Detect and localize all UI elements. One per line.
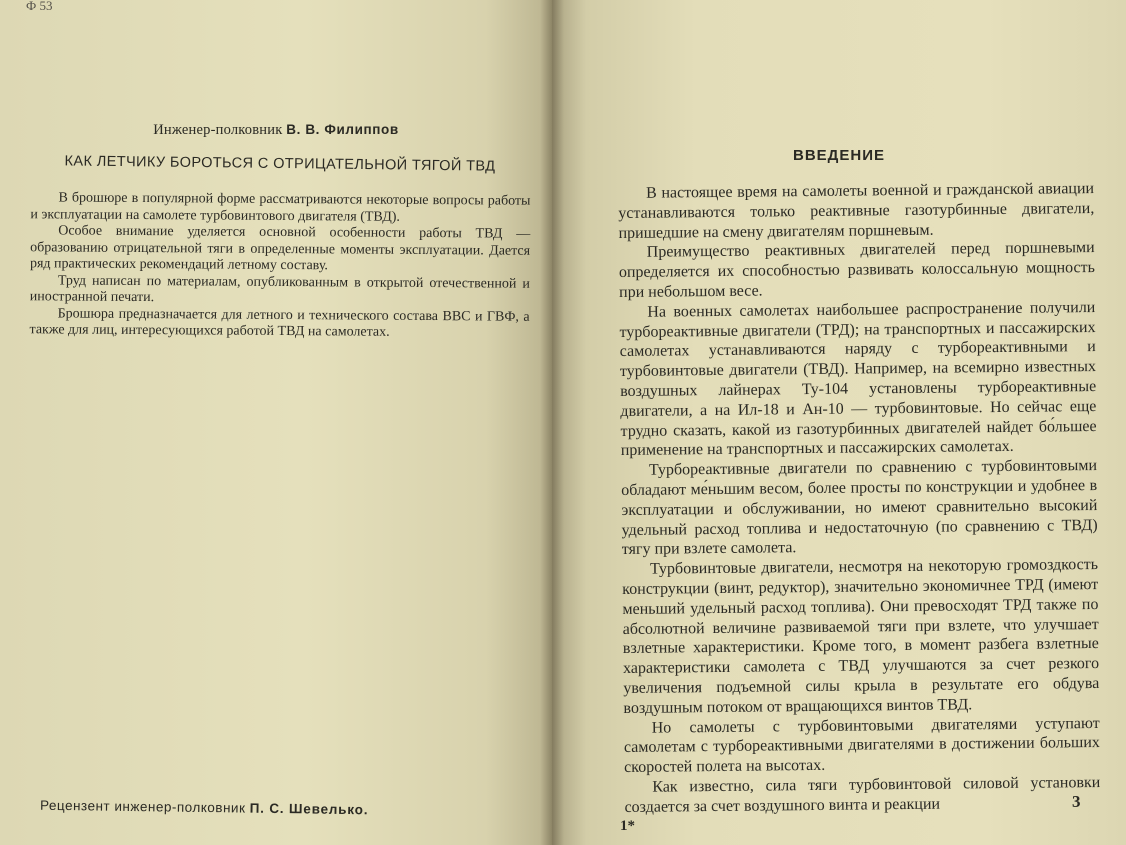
signature-mark-top: Ф 53 [26,0,53,13]
author-name: В. В. Филиппов [286,122,399,137]
book-title: КАК ЛЕТЧИКУ БОРОТЬСЯ С ОТРИЦАТЕЛЬНОЙ ТЯГОЙ ТВД [64,153,496,175]
right-page [552,0,1126,845]
author-line [0,122,552,139]
signature-mark-bottom: 1* [620,818,635,834]
body-paragraph: Преимущество реактивных двигателей перед поршневыми определяется их способностью развивать колоссальную мощность при небольшом весе. [618,239,1095,301]
section-title: ВВЕДЕНИЕ [793,147,885,164]
body-paragraph: На военных самолетах наибольшее распространение получили турбореактивные двигатели (ТРД); на транспортных и пассажирских самолетах устанавливаются наряду с турбореактивными и турбовинтовые двигатели (ТВД). Например, на всемирно известных воздушных лайнерах Ту-104 установлены турбореактивные двигатели, а на Ил-18 и Ан-10 — турбовинтовые. Но сейчас еще трудно сказать, какой из газотурбинных двигателей найдет бо́льшее применение на транспортных и пассажирских самолетах. [619,298,1097,460]
body-paragraph: Как известно, сила тяги турбовинтовой силовой установки создается за счет воздушного винта и реакции [624,773,1101,816]
left-page [0,0,552,845]
body-paragraph: Но самолеты с турбовинтовыми двигателями уступают самолетам с турбореактивными двигателями в достижении больших скоростей полета на высотах. [623,714,1100,777]
reviewer-name: П. С. Шевелько. [249,800,369,818]
author-rank: Инженер-полковник [153,122,283,138]
reviewer-line [40,798,369,818]
abstract-paragraph: Особое внимание уделяется основной особенности работы ТВД — образованию отрицательной тяги в определенные моменты эксплуатации. Дается ряд практических рекомендаций летному составу. [29,223,531,274]
reviewer-rank: Рецензент инженер-полковник [39,797,246,816]
abstract [29,190,530,342]
abstract-paragraph: Труд написан по материалам, опубликованным в открытой отечественной и иностранной печати. [29,272,530,306]
page-number: 3 [1072,792,1081,811]
abstract-paragraph: Брошюра предназначается для летного и технического состава ВВС и ГВФ, а также для лиц, интересующихся работой ТВД на самолетах. [29,305,530,340]
abstract-paragraph: В брошюре в популярной форме рассматриваются некоторые вопросы работы и эксплуатации на самолете турбовинтового двигателя (ТВД). [30,190,531,225]
body-text [618,179,1101,817]
body-paragraph: В настоящее время на самолеты военной и гражданской авиации устанавливаются только реактивные газотурбинные двигатели, пришедшие на смену двигателям поршневым. [618,180,1095,242]
body-paragraph: Турбореактивные двигатели по сравнению с турбовинтовыми обладают ме́ньшим весом, более просты по конструкции и удобнее в эксплуатации и обслуживании, но имеют сравнительно высокий удельный расход топлива и недостаточную (по сравнению с ТВД) тягу при взлете самолета. [621,457,1098,559]
body-paragraph: Турбовинтовые двигатели, несмотря на некоторую громоздкость конструкции (винт, редуктор), значительно экономичнее ТРД (имеют меньший удельный расход топлива). Они превосходят ТРД также по абсолютной величине развиваемой тяги при взлете, что улучшает взлетные характеристики. Кроме того, в момент разбега взлетные характеристики самолета с ТВД улучшаются за счет резкого увеличения подъемной силы крыла в результате его обдува воздушным потоком от вращающихся винтов ТВД. [622,556,1100,717]
